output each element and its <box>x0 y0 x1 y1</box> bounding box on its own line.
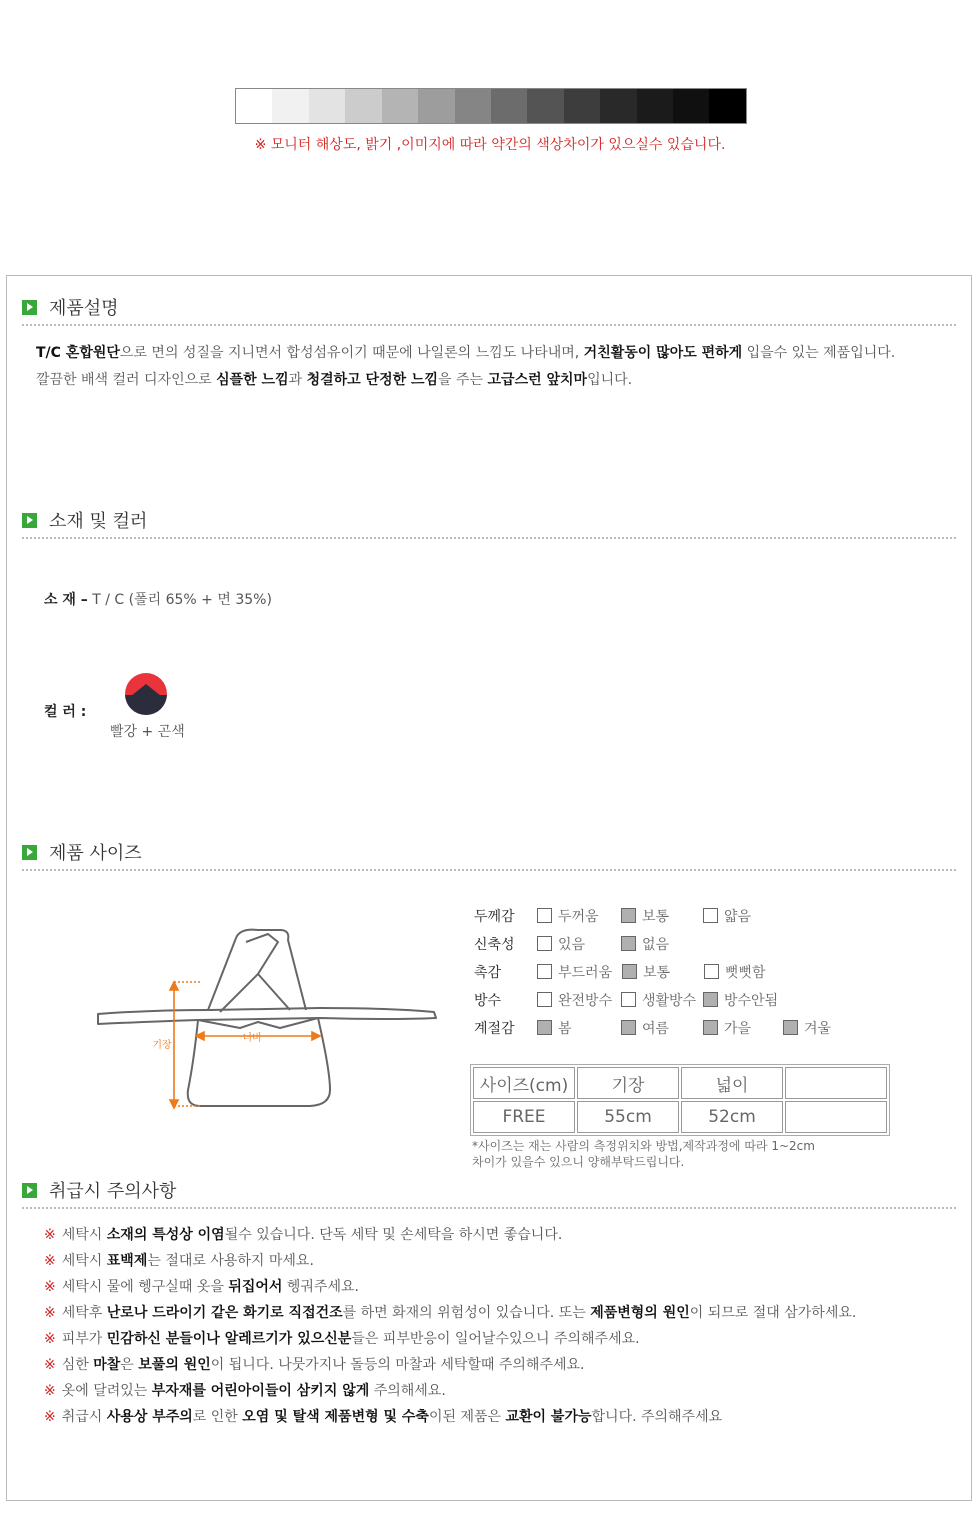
emphasis-text: 제품변형의 원인 <box>590 1305 690 1321</box>
size-header-cell: 넓이 <box>681 1067 783 1099</box>
attribute-option-label: 없음 <box>642 937 670 953</box>
description-line-1 <box>36 340 895 367</box>
text-segment: 들은 피부반응이 일어날수있으니 주의해주세요. <box>351 1331 640 1347</box>
section-label: 제품 사이즈 <box>49 843 142 864</box>
size-cell <box>785 1101 887 1133</box>
care-item <box>44 1380 446 1400</box>
material-value: T / C (폴리 65% + 면 35%) <box>92 592 272 608</box>
emphasis-text: 사용상 부주의 <box>106 1409 193 1425</box>
size-note-line: 차이가 있을수 있으니 양해부탁드립니다. <box>472 1155 685 1169</box>
gray-swatch <box>527 89 563 123</box>
reference-mark-icon: ※ <box>44 1305 56 1321</box>
gray-swatch <box>345 89 381 123</box>
attribute-option-label: 방수안됨 <box>724 993 779 1009</box>
apron-size-diagram <box>90 920 450 1120</box>
attribute-checkbox <box>537 936 552 951</box>
width-arrow-right <box>312 1032 320 1040</box>
material-row <box>44 589 272 609</box>
apron-neck-inner <box>208 934 290 1012</box>
text-segment: 입을수 있는 제품입니다. <box>742 345 896 361</box>
attribute-option-label: 보통 <box>642 909 670 925</box>
attribute-checkbox <box>621 1020 636 1035</box>
size-table <box>470 1064 890 1136</box>
care-item <box>44 1276 359 1296</box>
apron-body <box>188 1018 330 1106</box>
attribute-label: 신축성 <box>474 937 515 953</box>
emphasis-text: 소재의 특성상 이염 <box>106 1227 225 1243</box>
text-segment: 로 인한 <box>192 1409 243 1425</box>
reference-mark-icon: ※ <box>44 1227 56 1243</box>
length-label: 기장 <box>152 1040 172 1051</box>
swatch-navy-part <box>125 695 167 715</box>
gray-swatch <box>491 89 527 123</box>
care-item <box>44 1354 584 1374</box>
emphasis-text: 오염 및 탈색 제품변형 및 수축 <box>242 1409 429 1425</box>
care-item <box>44 1302 856 1322</box>
attribute-option-label: 가을 <box>724 1021 752 1037</box>
gray-swatch <box>236 89 272 123</box>
arrow-bullet-icon <box>22 1183 37 1198</box>
attribute-option-label: 봄 <box>558 1021 572 1037</box>
arrow-bullet-icon <box>22 300 37 315</box>
length-arrow-top <box>170 982 178 990</box>
size-cell: 55cm <box>577 1101 679 1133</box>
attribute-option-label: 보통 <box>643 965 671 981</box>
text-segment: 을 주는 <box>438 372 488 388</box>
section-title-material <box>22 507 147 533</box>
text-segment: 세탁시 물에 헹구실때 옷을 <box>61 1279 229 1295</box>
text-segment: 옷에 달려있는 <box>61 1383 152 1399</box>
reference-mark-icon: ※ <box>44 1357 56 1373</box>
attribute-label: 두께감 <box>474 909 515 925</box>
text-segment: 취급시 <box>61 1409 107 1425</box>
emphasis-text: 마찰 <box>93 1357 121 1373</box>
section-label: 제품설명 <box>49 298 119 319</box>
emphasis-text: 뒤집어서 <box>228 1279 283 1295</box>
emphasis-text: 심플한 느낌 <box>216 372 289 388</box>
size-table-row <box>473 1101 887 1133</box>
color-name: 빨강 + 곤색 <box>110 724 185 740</box>
attribute-label: 촉감 <box>474 965 502 981</box>
width-label: 너비 <box>242 1033 262 1044</box>
emphasis-text: 민감하신 분들이나 알레르기가 있으신분 <box>106 1331 352 1347</box>
reference-mark-icon: ※ <box>44 1253 56 1269</box>
section-title-care <box>22 1177 176 1203</box>
size-table-header <box>473 1067 887 1099</box>
emphasis-text: 거친활동이 많아도 편하게 <box>583 345 743 361</box>
care-item <box>44 1328 640 1348</box>
size-cell: FREE <box>473 1101 575 1133</box>
attribute-checkbox <box>704 964 719 979</box>
size-header-cell <box>785 1067 887 1099</box>
section-title-size <box>22 839 142 865</box>
emphasis-text: 난로나 드라이기 같은 화기로 직접건조 <box>106 1305 343 1321</box>
gray-swatch <box>309 89 345 123</box>
attribute-option-label: 두꺼움 <box>558 909 599 925</box>
gray-swatch <box>709 89 745 123</box>
text-segment: 은 <box>120 1357 139 1373</box>
attribute-checkbox <box>622 964 637 979</box>
attribute-option-label: 부드러움 <box>558 965 613 981</box>
attribute-option-label: 뻣뻣함 <box>725 965 766 981</box>
emphasis-text: 보풀의 원인 <box>138 1357 211 1373</box>
monitor-notice: ※ 모니터 해상도, 밝기 ,이미지에 따라 약간의 색상차이가 있으실수 있습니다. <box>254 137 726 153</box>
care-item <box>44 1224 562 1244</box>
text-segment: 심한 <box>61 1357 94 1373</box>
attribute-label: 계절감 <box>474 1021 515 1037</box>
size-cell: 52cm <box>681 1101 783 1133</box>
gray-swatch <box>455 89 491 123</box>
care-item <box>44 1406 722 1426</box>
dotted-divider <box>22 537 956 539</box>
care-item <box>44 1250 314 1270</box>
gray-swatch <box>673 89 709 123</box>
text-segment: 헹궈주세요. <box>282 1279 359 1295</box>
apron-waist-strap <box>98 1008 436 1024</box>
text-segment: 이 됩니다. 나뭇가지나 돌등의 마찰과 세탁할때 주의해주세요. <box>210 1357 585 1373</box>
section-title-description <box>22 294 119 320</box>
gray-swatch <box>600 89 636 123</box>
attribute-checkbox <box>621 908 636 923</box>
text-segment: 피부가 <box>61 1331 107 1347</box>
reference-mark-icon: ※ <box>44 1409 56 1425</box>
arrow-bullet-icon <box>22 513 37 528</box>
text-segment: 세탁시 <box>61 1227 107 1243</box>
attribute-option-label: 완전방수 <box>558 993 613 1009</box>
gray-scale-strip <box>235 88 747 124</box>
arrow-bullet-icon <box>22 845 37 860</box>
attribute-option-label: 얇음 <box>724 909 752 925</box>
emphasis-text: 부자재를 어린아이들이 삼키지 않게 <box>151 1383 370 1399</box>
size-header-cell: 기장 <box>577 1067 679 1099</box>
text-segment: 이된 제품은 <box>428 1409 506 1425</box>
length-arrow-bottom <box>170 1100 178 1108</box>
text-segment: 깔끔한 배색 컬러 디자인으로 <box>36 372 217 388</box>
reference-mark-icon: ※ <box>44 1331 56 1347</box>
attribute-checkbox <box>537 964 552 979</box>
attribute-checkbox <box>703 1020 718 1035</box>
dotted-divider <box>22 1207 956 1209</box>
attribute-checkbox <box>703 908 718 923</box>
text-segment: 세탁시 <box>61 1253 107 1269</box>
attribute-option-label: 여름 <box>642 1021 670 1037</box>
size-note <box>472 1138 815 1170</box>
attribute-checkbox <box>621 936 636 951</box>
text-segment: 주의해세요. <box>369 1383 446 1399</box>
text-segment: 으로 면의 성질을 지니면서 합성섬유이기 때문에 나일론의 느낌도 나타내며, <box>119 345 584 361</box>
text-segment: 합니다. 주의해주세요 <box>591 1409 723 1425</box>
text-segment: 세탁후 <box>61 1305 107 1321</box>
attribute-checkbox <box>783 1020 798 1035</box>
text-segment: 될수 있습니다. 단독 세탁 및 손세탁을 하시면 좋습니다. <box>224 1227 563 1243</box>
attribute-checkbox <box>537 908 552 923</box>
emphasis-text: 고급스런 앞치마 <box>487 372 588 388</box>
size-note-line: *사이즈는 재는 사람의 측정위치와 방법,제작과정에 따라 1~2cm <box>472 1139 815 1153</box>
text-segment: 를 하면 화재의 위험성이 있습니다. 또는 <box>342 1305 591 1321</box>
section-label: 소재 및 컬러 <box>49 511 148 532</box>
size-header-cell: 사이즈(cm) <box>473 1067 575 1099</box>
text-segment: 과 <box>288 372 307 388</box>
attribute-checkbox <box>537 1020 552 1035</box>
text-segment: 는 절대로 사용하지 마세요. <box>147 1253 314 1269</box>
dotted-divider <box>22 869 956 871</box>
color-label: 컬 러 : <box>44 704 87 720</box>
reference-mark-icon: ※ <box>44 1279 56 1295</box>
emphasis-text: 표백제 <box>106 1253 148 1269</box>
emphasis-text: T/C 혼합원단 <box>36 345 120 361</box>
reference-mark-icon: ※ <box>44 1383 56 1399</box>
swatch-navy-notch <box>131 684 161 696</box>
attribute-checkbox <box>703 992 718 1007</box>
attribute-option-label: 겨울 <box>804 1021 832 1037</box>
description-line-2 <box>36 367 632 394</box>
text-segment: 이 되므로 절대 삼가하세요. <box>689 1305 857 1321</box>
emphasis-text: 청결하고 단정한 느낌 <box>306 372 439 388</box>
dotted-divider <box>22 324 956 326</box>
gray-swatch <box>637 89 673 123</box>
gray-swatch <box>272 89 308 123</box>
gray-swatch <box>564 89 600 123</box>
gray-swatch <box>418 89 454 123</box>
attribute-option-label: 있음 <box>558 937 586 953</box>
attribute-checkbox <box>537 992 552 1007</box>
section-label: 취급시 주의사항 <box>49 1181 177 1202</box>
attribute-label: 방수 <box>474 993 502 1009</box>
gray-swatch <box>382 89 418 123</box>
text-segment: 입니다. <box>587 372 633 388</box>
material-label: 소 재 – <box>44 592 88 608</box>
attribute-checkbox <box>621 992 636 1007</box>
color-swatch <box>125 673 167 715</box>
emphasis-text: 교환이 불가능 <box>505 1409 592 1425</box>
attribute-option-label: 생활방수 <box>642 993 697 1009</box>
